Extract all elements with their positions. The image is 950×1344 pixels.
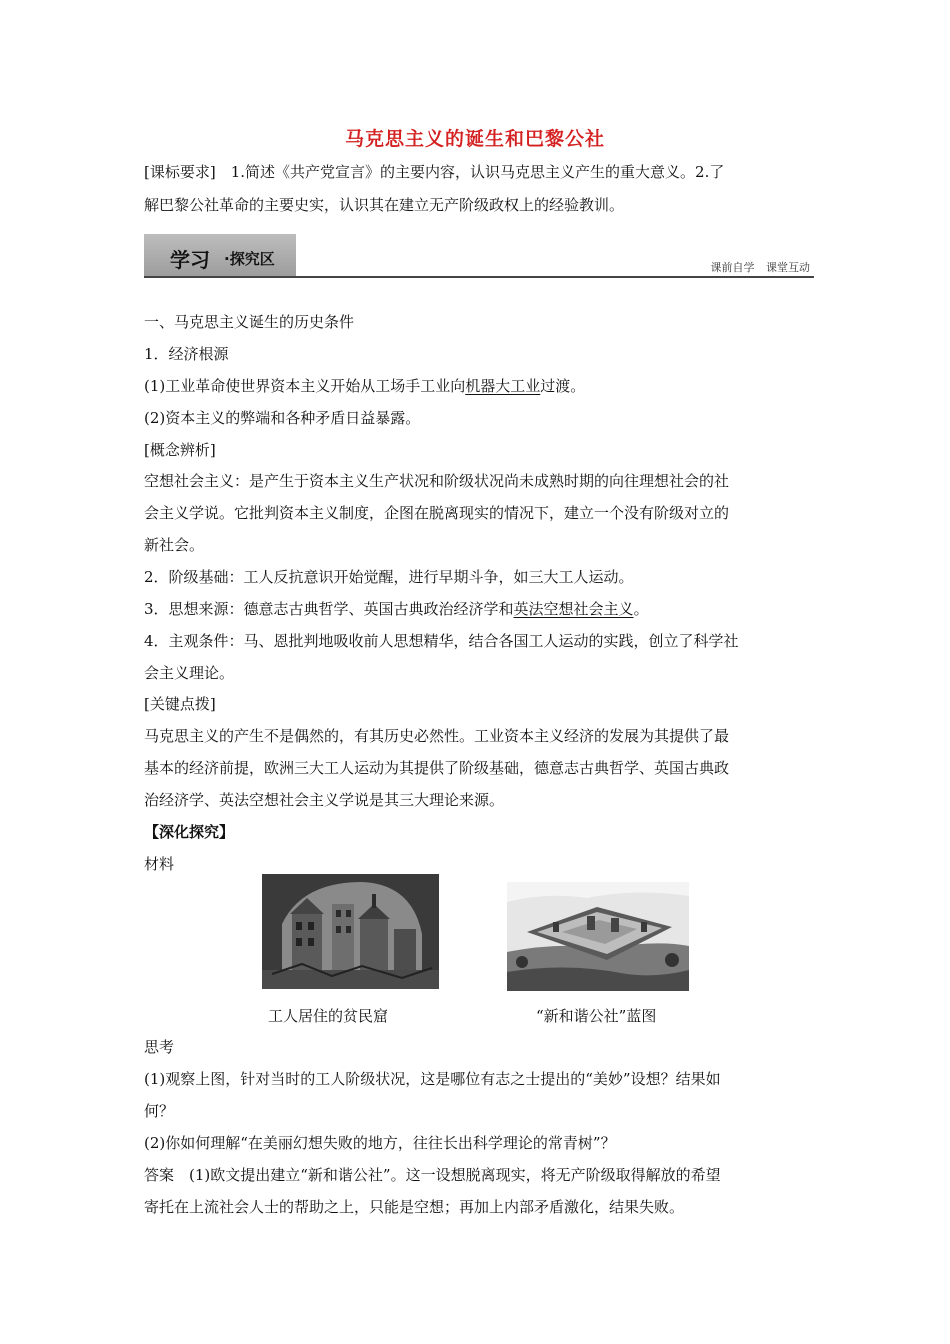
key-line-1: 马克思主义的产生不是偶然的，有其历史必然性。工业资本主义经济的发展为其提供了最 <box>144 727 730 745</box>
explore-tag: 【深化探究】 <box>144 823 235 841</box>
item-1a-text: (1)工业革命使世界资本主义开始从工场手工业向 <box>144 377 466 395</box>
item-3-underlined: 英法空想社会主义 <box>513 600 634 618</box>
item-1a <box>144 376 585 396</box>
item-1a-underlined: 机器大工业 <box>465 377 541 395</box>
section-banner <box>144 234 814 278</box>
item-1a-end: 过渡。 <box>540 377 586 395</box>
banner-tags: 课前自学 课堂互动 <box>710 261 810 274</box>
item-1b: (2)资本主义的弊端和各种矛盾日益暴露。 <box>144 409 421 427</box>
concept-line-2: 会主义学说。它批判资本主义制度，企图在脱离现实的情况下，建立一个没有阶级对立的 <box>144 504 730 522</box>
key-line-2: 基本的经济前提，欧洲三大工人运动为其提供了阶级基础，德意志古典哲学、英国古典政 <box>144 759 730 777</box>
item-1: 1．经济根源 <box>144 345 229 363</box>
question-1-line-2: 何？ <box>144 1102 175 1120</box>
answer-line-2: 寄托在上流社会人士的帮助之上，只能是空想；再加上内部矛盾激化，结果失败。 <box>144 1198 685 1216</box>
slum-illustration <box>262 874 439 989</box>
new-harmony-caption: “新和谐公社”蓝图 <box>536 1007 657 1025</box>
item-3-text: 3．思想来源：德意志古典哲学、英国古典政治经济学和 <box>144 600 514 618</box>
slum-image <box>262 874 439 989</box>
page-title: 马克思主义的诞生和巴黎公社 <box>344 128 605 150</box>
slum-caption: 工人居住的贫民窟 <box>268 1007 389 1025</box>
key-line-3: 治经济学、英法空想社会主义学说是其三大理论来源。 <box>144 791 505 809</box>
question-1-line-1: (1)观察上图，针对当时的工人阶级状况，这是哪位有志之士提出的“美妙”设想？结果如 <box>144 1070 721 1088</box>
answer-line-1: 答案 (1)欧文提出建立“新和谐公社”。这一设想脱离现实，将无产阶级取得解放的希望 <box>144 1166 721 1184</box>
item-3 <box>144 599 649 619</box>
concept-line-3: 新社会。 <box>144 536 205 554</box>
section-heading: 一、马克思主义诞生的历史条件 <box>144 313 355 331</box>
question-2: (2)你如何理解“在美丽幻想失败的地方，往往长出科学理论的常青树”？ <box>144 1134 616 1152</box>
concept-tag: [概念辨析] <box>144 441 216 459</box>
banner-divider <box>144 276 814 278</box>
material-label: 材料 <box>144 855 175 873</box>
concept-line-1: 空想社会主义：是产生于资本主义生产状况和阶级状况尚未成熟时期的向往理想社会的社 <box>144 472 730 490</box>
item-2: 2．阶级基础：工人反抗意识开始觉醒，进行早期斗争，如三大工人运动。 <box>144 568 634 586</box>
item-3-end: 。 <box>633 600 649 618</box>
banner-title: 学习 <box>170 248 210 272</box>
new-harmony-illustration <box>507 882 689 991</box>
banner-subtitle: ·探究区 <box>224 250 275 268</box>
requirements-line-2: 解巴黎公社革命的主要史实，认识其在建立无产阶级政权上的经验教训。 <box>144 196 625 214</box>
item-4-line-1: 4．主观条件：马、恩批判地吸收前人思想精华，结合各国工人运动的实践，创立了科学社 <box>144 632 739 650</box>
key-tag: [关键点拨] <box>144 695 216 713</box>
requirements-line-1: [课标要求] 1.简述《共产党宣言》的主要内容，认识马克思主义产生的重大意义。2.了 <box>144 163 725 181</box>
new-harmony-image <box>507 882 689 991</box>
item-4-line-2: 会主义理论。 <box>144 664 235 682</box>
think-label: 思考 <box>144 1038 175 1056</box>
